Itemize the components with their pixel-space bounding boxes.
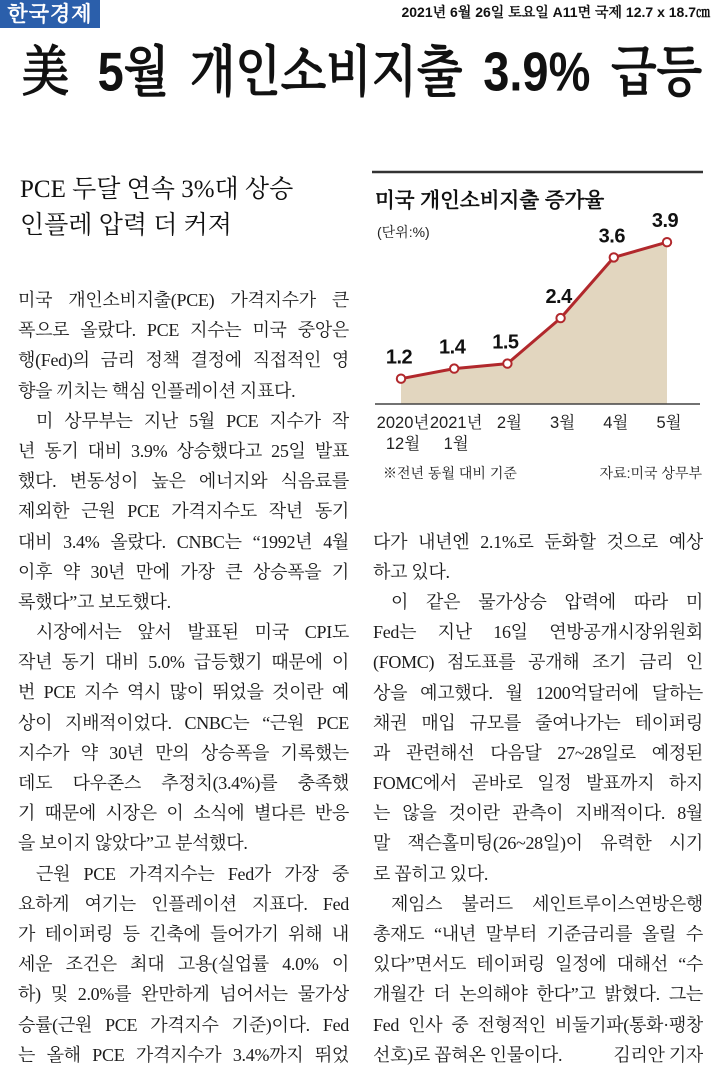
data-point-marker [397, 375, 405, 383]
body-line: 번 PCE 지수 역시 많이 뛰었을 것이란 예 [18, 682, 349, 703]
body-line: 제외한 근원 PCE 가격지수도 작년 동기 [18, 501, 349, 522]
body-line: 데도 다우존스 추정치(3.4%)를 충족했 [18, 773, 349, 793]
body-line: 행(Fed)의 금리 정책 결정에 직접적인 영 [18, 350, 349, 371]
body-line: 과 관련해선 다음달 27~28일로 예정된 [373, 742, 703, 763]
body-line: 는 않을 것이란 관측이 지배적이다. 8월 [373, 803, 703, 824]
body-line: Fed 인사 중 전형적인 비둘기파(통화·팽창 [373, 1014, 703, 1035]
data-point-marker [450, 364, 458, 372]
x-tick-label: 12월 [385, 435, 421, 453]
dateline: 2021년 6월 26일 토요일 A11면 국제 12.7 x 18.7㎝ [401, 4, 710, 20]
data-point-marker [503, 359, 511, 367]
body-line: 총재도 “내년 말부터 기준금리를 올릴 수 [373, 924, 703, 945]
data-label: 1.2 [385, 346, 413, 369]
body-line: 말 잭슨홀미팅(26~28일)이 유력한 시기 [373, 833, 703, 854]
body-line: 가 테이퍼링 등 긴축에 들어가기 위해 내 [18, 923, 349, 944]
plot-area [377, 210, 682, 453]
x-tick-label: 4월 [603, 414, 629, 432]
body-line: 이후 약 30년 만에 가장 큰 상승폭을 기 [18, 561, 349, 582]
body-line: FOMC에서 곧바로 일정 발표까지 하지 [373, 773, 703, 794]
body-line: 요하게 여기는 인플레이션 지표다. Fed [18, 893, 349, 914]
body-line: 세운 조건은 최대 고용(실업률 4.0% 이 [18, 954, 349, 975]
x-tick-label: 5월 [656, 414, 682, 432]
consumption-growth-chart [365, 160, 710, 495]
subheadline-line: 인플레 압력 더 커져 [20, 212, 232, 239]
body-line: Fed는 지난 16일 연방공개시장위원회 [373, 622, 703, 643]
area-fill [401, 242, 667, 404]
body-line: 근원 PCE 가격지수는 Fed가 가장 중 [36, 863, 349, 884]
body-line: 이 같은 물가상승 압력에 따라 미 [391, 591, 703, 612]
body-line: 대비 3.4% 올랐다. CNBC는 “1992년 4월 [18, 531, 349, 552]
body-line: 하) 및 2.0%를 완만하게 넘어서는 물가상 [18, 984, 349, 1005]
byline: 김리안 기자 [613, 1044, 703, 1065]
body-line: 채권 매입 규모를 줄여나가는 테이퍼링 [373, 712, 703, 733]
chart-title: 미국 개인소비지출 증가율 [375, 189, 605, 212]
data-label: 1.4 [439, 336, 466, 359]
data-point-marker [556, 314, 564, 322]
x-tick-label: 2월 [496, 414, 522, 432]
body-line: 했다. 변동성이 높은 에너지와 식음료를 [18, 471, 349, 492]
article-body-right-column [373, 527, 703, 1070]
body-line [373, 1040, 703, 1070]
x-tick-label: 1월 [443, 435, 469, 453]
headline: 美 5월 개인소비지출 3.9% 급등 [22, 40, 702, 103]
body-line: 시장에서는 앞서 발표된 미국 CPI도 [36, 622, 349, 643]
chart-note: ※전년 동월 대비 기준 [383, 465, 517, 481]
x-tick-label: 3월 [550, 414, 576, 432]
body-line: 기 때문에 시장은 이 소식에 별다른 반응 [18, 803, 349, 824]
body-line: (FOMC) 점도표를 공개해 조기 금리 인 [373, 652, 703, 673]
data-label: 2.4 [545, 286, 572, 309]
x-tick-label: 2021년 [429, 414, 483, 432]
body-line: 상이 지배적이었다. CNBC는 “근원 PCE [18, 712, 349, 733]
data-label: 3.6 [598, 225, 625, 248]
body-line: 작년 동기 대비 5.0% 급등했기 때문에 이 [18, 652, 349, 673]
body-line: 폭으로 올랐다. PCE 지수는 미국 중앙은 [18, 320, 349, 341]
data-label: 3.9 [651, 210, 679, 233]
body-line: 미국 개인소비지출(PCE) 가격지수가 큰 [18, 290, 349, 310]
body-line: 록했다”고 보도했다. [18, 591, 171, 612]
subheadline-line: PCE 두달 연속 3%대 상승 [20, 176, 294, 203]
body-line-text: 선호)로 꼽혀온 인물이다. [373, 1044, 563, 1065]
body-line: 하고 있다. [373, 561, 450, 582]
body-line: 을 보이지 않았다”고 분석했다. [18, 833, 248, 854]
newspaper-logo: 한국경제 [0, 0, 100, 28]
article-body-left-column [18, 285, 349, 1070]
body-line: 년 동기 대비 3.9% 상승했다고 25일 발표 [18, 440, 349, 461]
data-point-marker [663, 238, 671, 246]
body-line: 다가 내년엔 2.1%로 둔화할 것으로 예상 [373, 531, 703, 552]
body-line: 승률(근원 PCE 가격지수 기준)이다. Fed [18, 1014, 349, 1035]
data-point-marker [610, 253, 618, 261]
body-line: 상을 예고했다. 월 1200억달러에 달하는 [373, 682, 703, 703]
body-line: 개월간 더 논의해야 한다”고 밝혔다. 그는 [373, 984, 703, 1005]
body-line: 는 올해 PCE 가격지수가 3.4%까지 뛰었 [18, 1044, 349, 1065]
chart-unit-label: (단위:%) [377, 224, 430, 240]
body-line: 지수가 약 30년 만의 상승폭을 기록했는 [18, 742, 349, 763]
chart-source: 자료:미국 상무부 [599, 465, 702, 481]
subheadline [20, 172, 293, 244]
x-tick-label: 2020년 [376, 414, 430, 432]
body-line: 향을 끼치는 핵심 인플레이션 지표다. [18, 380, 296, 401]
body-line: 로 꼽히고 있다. [373, 863, 489, 884]
body-line: 미 상무부는 지난 5월 PCE 지수가 작 [36, 410, 349, 431]
body-line: 제임스 불러드 세인트루이스연방은행 [391, 893, 703, 914]
body-line: 있다”면서도 테이퍼링 일정에 대해선 “수 [373, 954, 703, 975]
data-label: 1.5 [492, 331, 519, 354]
